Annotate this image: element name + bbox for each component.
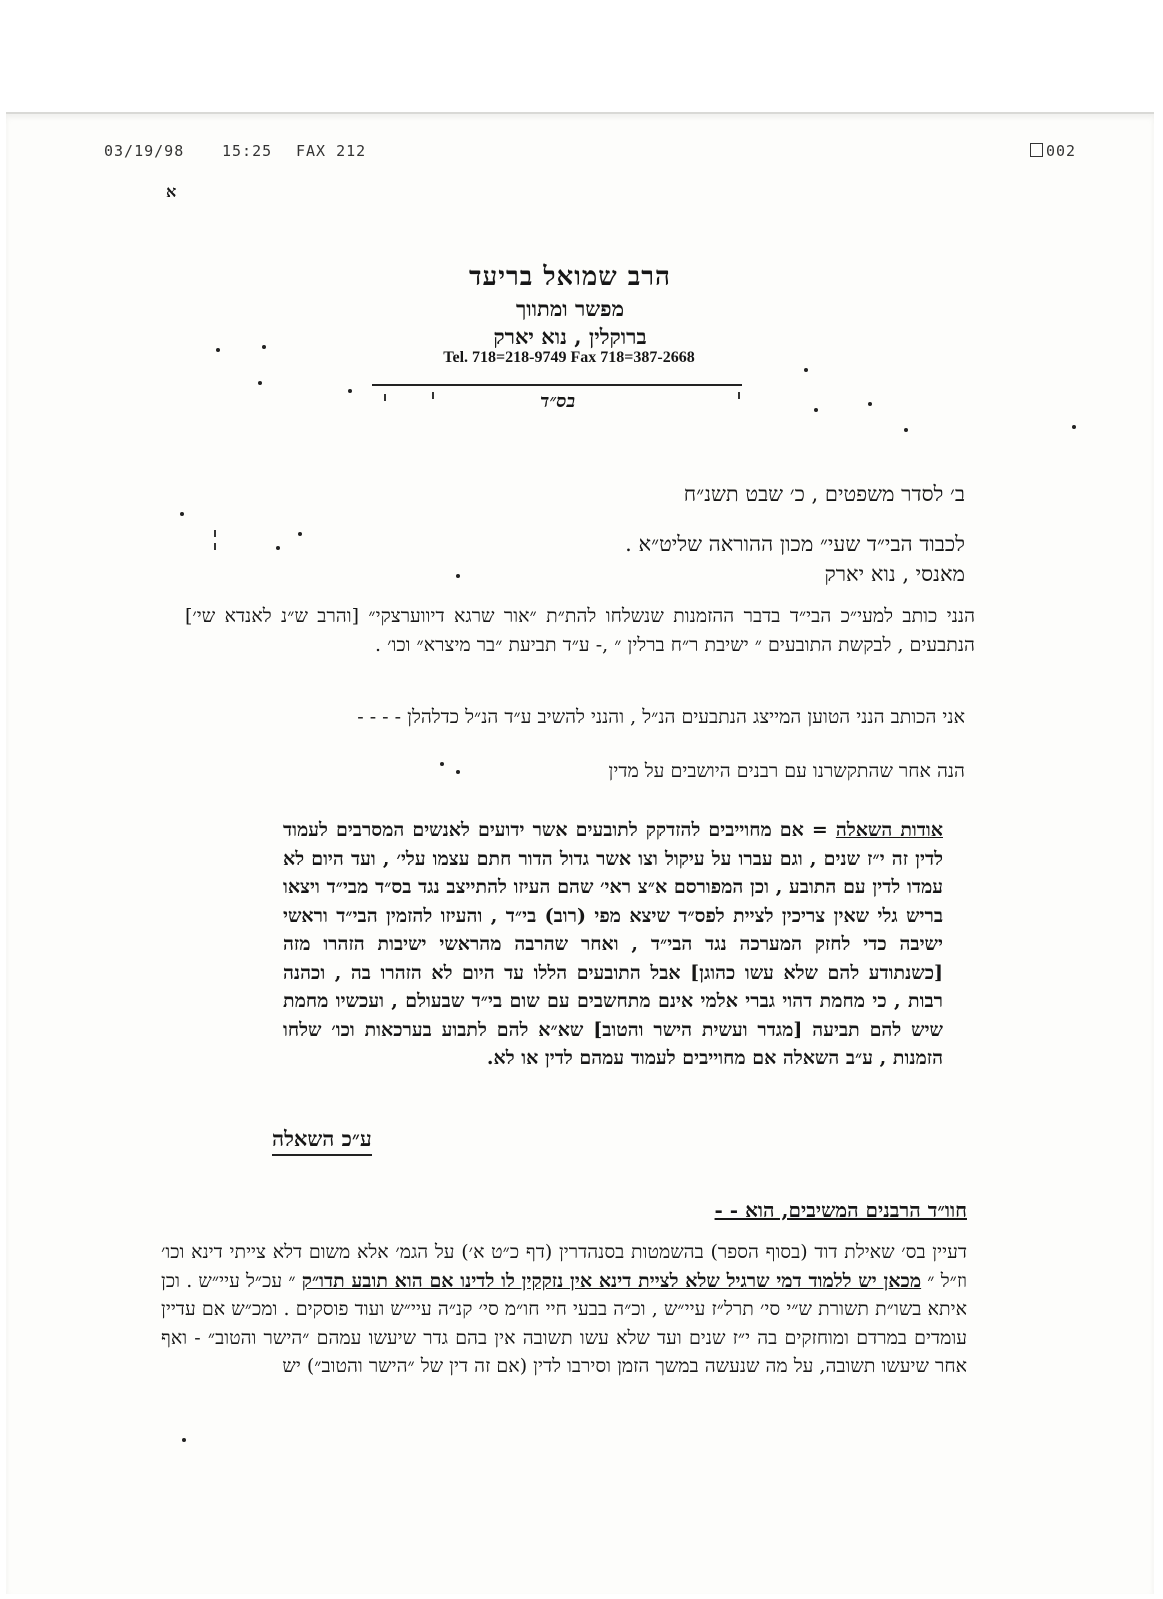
addressee-line: לכבוד הבי״ד שעי״ מכון ההוראה שליט״א . — [625, 532, 965, 556]
speckle — [456, 574, 460, 578]
page-number-value: 002 — [1046, 142, 1077, 160]
answer-title: חוו״ד הרבנים המשיבים, הוא - - — [714, 1198, 967, 1222]
speckle — [180, 512, 184, 516]
date-line: ב׳ לסדר משפטים , כ׳ שבט תשנ״ח — [683, 482, 965, 506]
question-title: אודות השאלה — [835, 819, 943, 841]
answer-part-2: ״ עכ״ל עיי״ש . וכן איתא בשו״ת תשורת ש״י סי׳ תרל״ז עיי״ש , וכ״ה בבעי חיי חו״מ סי׳ קנ״ה עיי״ש ועוד פוסקים . ומכ״ש אם עדיין עומדים במרדם ומוחזקים בה י״ז שנים ועד שלא עשו תשובה אין בהם גדר שיעשו עמהם ״הישר והטוב״ - ואף אחר שיעשו תשובה, על מה שנעשה במשך הזמן וסירבו לדין (אם זה דין של ״הישר והטוב״) יש — [161, 1269, 967, 1377]
speckle — [276, 546, 280, 550]
place-line: מאנסי , נוא יארק — [824, 562, 965, 586]
page-box-icon — [1030, 143, 1043, 157]
corner-mark: א — [166, 182, 177, 201]
fax-page-number — [1030, 142, 1076, 160]
question-text: = אם מחוייבים להזדקק לתובעים אשר ידועים לאנשים המסרבים לעמוד לדין זה י״ז שנים , וגם עברו על עיקול וצו אשר גדול הדור חתם עצמו עלי׳ , ועד היום לא עמדו לדין עם התובע , וכן המפורסם א״צ ראי׳ שהם העיזו להתייצב נגד בס״ד מבי״ד ויצאו בריש גלי שאין צריכין לציית לפס״ד שיצא מפי (רוב) בי״ד , והעיזו להזמין הבי״ד וראשי ישיבה כדי לחזק המערכה נגד הבי״ד , ואחר שהרבה מהראשי ישיבות הזהרו מזה [כשנתודע להם שלא עשו כהוגן] אבל התובעים הללו עד היום לא הזהרו בה , וכהנה רבות , כי מחמת דהוי גברי אלמי אינם מתחשבים עם שום בי״ד שבעולם , ועכשיו מחמת שיש להם תביעה [מגדר ועשית הישר והטוב] שא״א להם לתבוע בערכאות וכו׳ שלחו הזמנות , ע״ב השאלה אם מחוייבים לעמוד עמהם לדין או לא. — [283, 819, 943, 1069]
speckle — [348, 389, 352, 393]
speckle — [214, 543, 216, 550]
representative-line: אני הכותב הנני הטוען המייצג הנתבעים הנ״ל , והנני להשיב ע״ד הנ״ל כדלהלן - - - - — [357, 706, 965, 728]
speckle — [814, 408, 818, 412]
speckle — [214, 530, 216, 537]
speckle — [904, 428, 908, 432]
answer-paragraph — [161, 1238, 967, 1381]
fax-label: FAX 212 — [296, 142, 367, 160]
speckle — [1072, 425, 1076, 429]
speckle — [868, 402, 872, 406]
letterhead-role: מפשר ומתווך — [515, 296, 625, 321]
speckle — [258, 381, 262, 385]
speckle — [216, 348, 220, 352]
speckle — [804, 368, 808, 372]
speckle — [738, 392, 740, 399]
speckle — [262, 345, 266, 349]
letterhead-name: הרב שמואל בריעד — [468, 262, 672, 292]
speckle — [456, 770, 460, 774]
bsd-mark: בס״ד — [540, 391, 576, 412]
answer-part-1: דעיין בס׳ שאילת דוד (בסוף הספר) בהשמטות בסנהדרין (דף כ״ט א׳) על הגמ׳ אלא משום דלא צייתי דינא וכו׳ וז״ל ״ — [161, 1241, 967, 1292]
letterhead-rule — [372, 384, 742, 386]
speckle — [432, 392, 434, 399]
answer-highlight: מכאן יש ללמוד דמי שרגיל שלא לציית דינא אין נזקקין לו לדינו אם הוא תובע תדו״ק — [301, 1269, 922, 1292]
letterhead-phones: Tel. 718=218-9749 Fax 718=387-2668 — [443, 349, 695, 366]
speckle — [298, 532, 302, 536]
speckle — [440, 762, 444, 766]
question-block — [283, 816, 943, 1073]
fax-time: 15:25 — [222, 142, 273, 160]
speckle — [384, 394, 386, 401]
speckle — [182, 1438, 186, 1442]
letterhead-city: ברוקלין , נוא יארק — [493, 324, 647, 349]
contact-line: הנה אחר שהתקשרנו עם רבנים היושבים על מדין — [608, 760, 965, 782]
fax-date: 03/19/98 — [104, 142, 185, 160]
question-end-label: ע״כ השאלה — [272, 1126, 372, 1156]
scan-top-margin — [0, 0, 1163, 110]
intro-paragraph: הנני כותב למעי״כ הבי״ד בדבר ההזמנות שנשלחו להת״ת ״אור שרגא דיווערצקי״ [והרב ש״נ לאנדא שי׳] הנתבעים , לבקשת התובעים ״ ישיבת ר״ח ברלין ״ ,- ע״ד תביעת ״בר מיצרא״ וכו׳ . — [185, 605, 975, 656]
